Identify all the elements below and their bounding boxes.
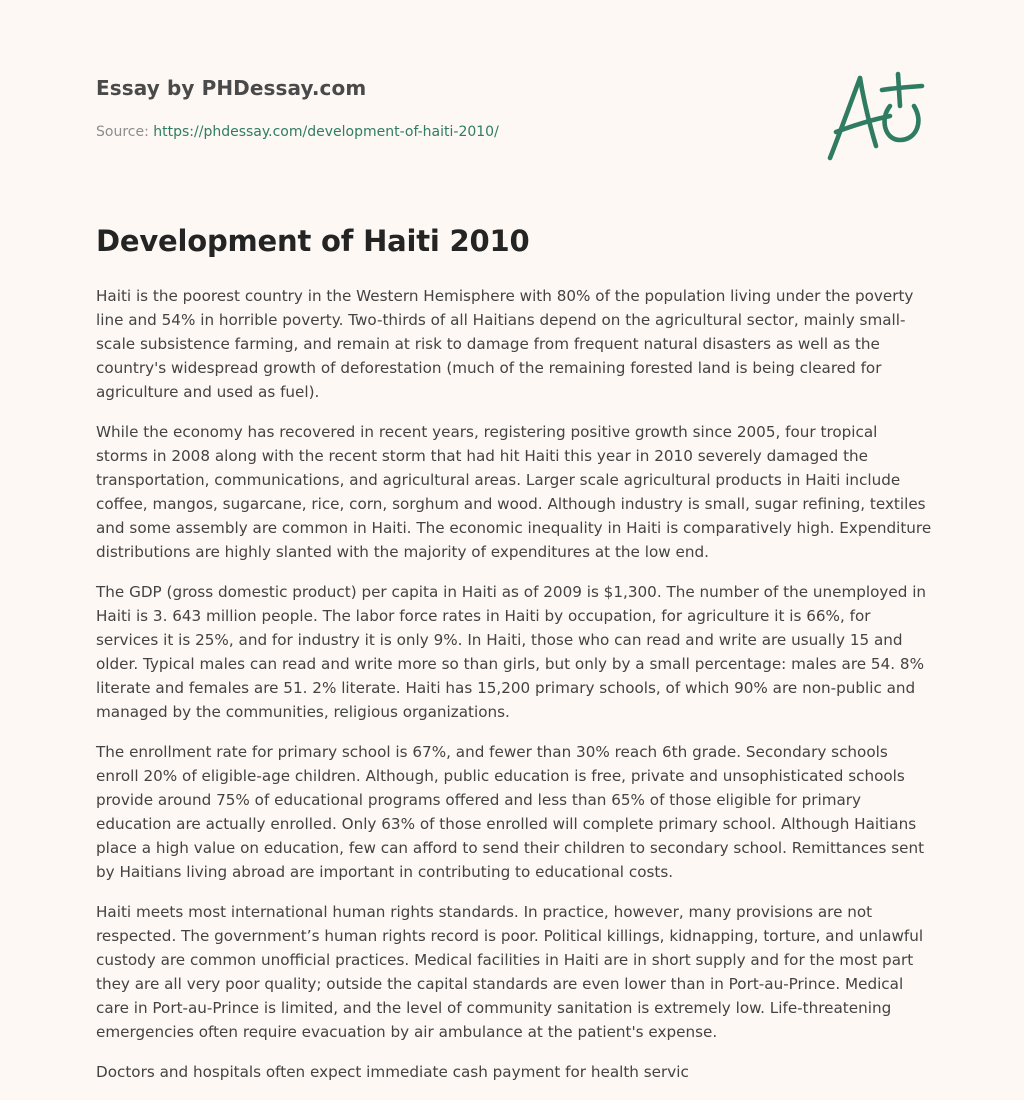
- essay-paragraph: The enrollment rate for primary school is 67%, and fewer than 30% reach 6th grade. Secondary schools enroll 20% of eligible-age children. Although, public education is free, private and unsophisticated schools provide around 75% of educational programs offered and less than 65% of those eligible for primary education are actually enrolled. Only 63% of those enrolled will complete primary school. Although Haitians place a high value on education, few can afford to send their children to secondary school. Remittances sent by Haitians living abroad are important in contributing to educational costs.: [96, 743, 925, 881]
- essay-paragraph: The GDP (gross domestic product) per capita in Haiti as of 2009 is $1,300. The number of the unemployed in Haiti is 3. 643 million people. The labor force rates in Haiti by occupation, for agriculture it is 66%, for services it is 25%, and for industry it is only 9%. In Haiti, those who can read and write are usually 15 and older. Typical males can read and write more so than girls, but only by a small percentage: males are 54. 8% literate and females are 51. 2% literate. Haiti has 15,200 primary schools, of which 90% are non-public and managed by the communities, religious organizations.: [96, 583, 927, 721]
- source-line: [96, 124, 499, 140]
- essay-paragraph-truncated: Doctors and hospitals often expect immediate cash payment for health servic: [96, 1063, 689, 1081]
- essay-paragraph: Haiti is the poorest country in the Western Hemisphere with 80% of the population living under the poverty line and 54% in horrible poverty. Two-thirds of all Haitians depend on the agricultural sector, mainly small-scale subsistence farming, and remain at risk to damage from frequent natural disasters as well as the country's widespread growth of deforestation (much of the remaining forested land is being cleared for agriculture and used as fuel).: [96, 287, 914, 401]
- essay-paragraph: While the economy has recovered in recent years, registering positive growth since 2005, four tropical storms in 2008 along with the recent storm that had hit Haiti this year in 2010 severely damaged the transportation, communications, and agricultural areas. Larger scale agricultural products in Haiti include coffee, mangos, sugarcane, rice, corn, sorghum and wood. Although industry is small, sugar refining, textiles and some assembly are common in Haiti. The economic inequality in Haiti is comparatively high. Expenditure distributions are highly slanted with the majority of expenditures at the low end.: [96, 423, 932, 561]
- site-brand: Essay by PHDessay.com: [96, 76, 367, 100]
- essay-title: Development of Haiti 2010: [96, 224, 530, 258]
- essay-paragraph: Haiti meets most international human rights standards. In practice, however, many provisions are not respected. The government’s human rights record is poor. Political killings, kidnapping, torture, and unlawful custody are common unofficial practices. Medical facilities in Haiti are in short supply and for the most part they are all very poor quality; outside the capital standards are even lower than in Port-au-Prince. Medical care in Port-au-Prince is limited, and the level of community sanitation is extremely low. Life-threatening emergencies often require evacuation by air ambulance at the patient's expense.: [96, 903, 924, 1041]
- a-plus-grade-icon: [818, 66, 930, 166]
- source-link[interactable]: https://phdessay.com/development-of-haiti-2010/: [153, 124, 499, 140]
- essay-body: [96, 284, 934, 1100]
- source-label: Source:: [96, 124, 149, 140]
